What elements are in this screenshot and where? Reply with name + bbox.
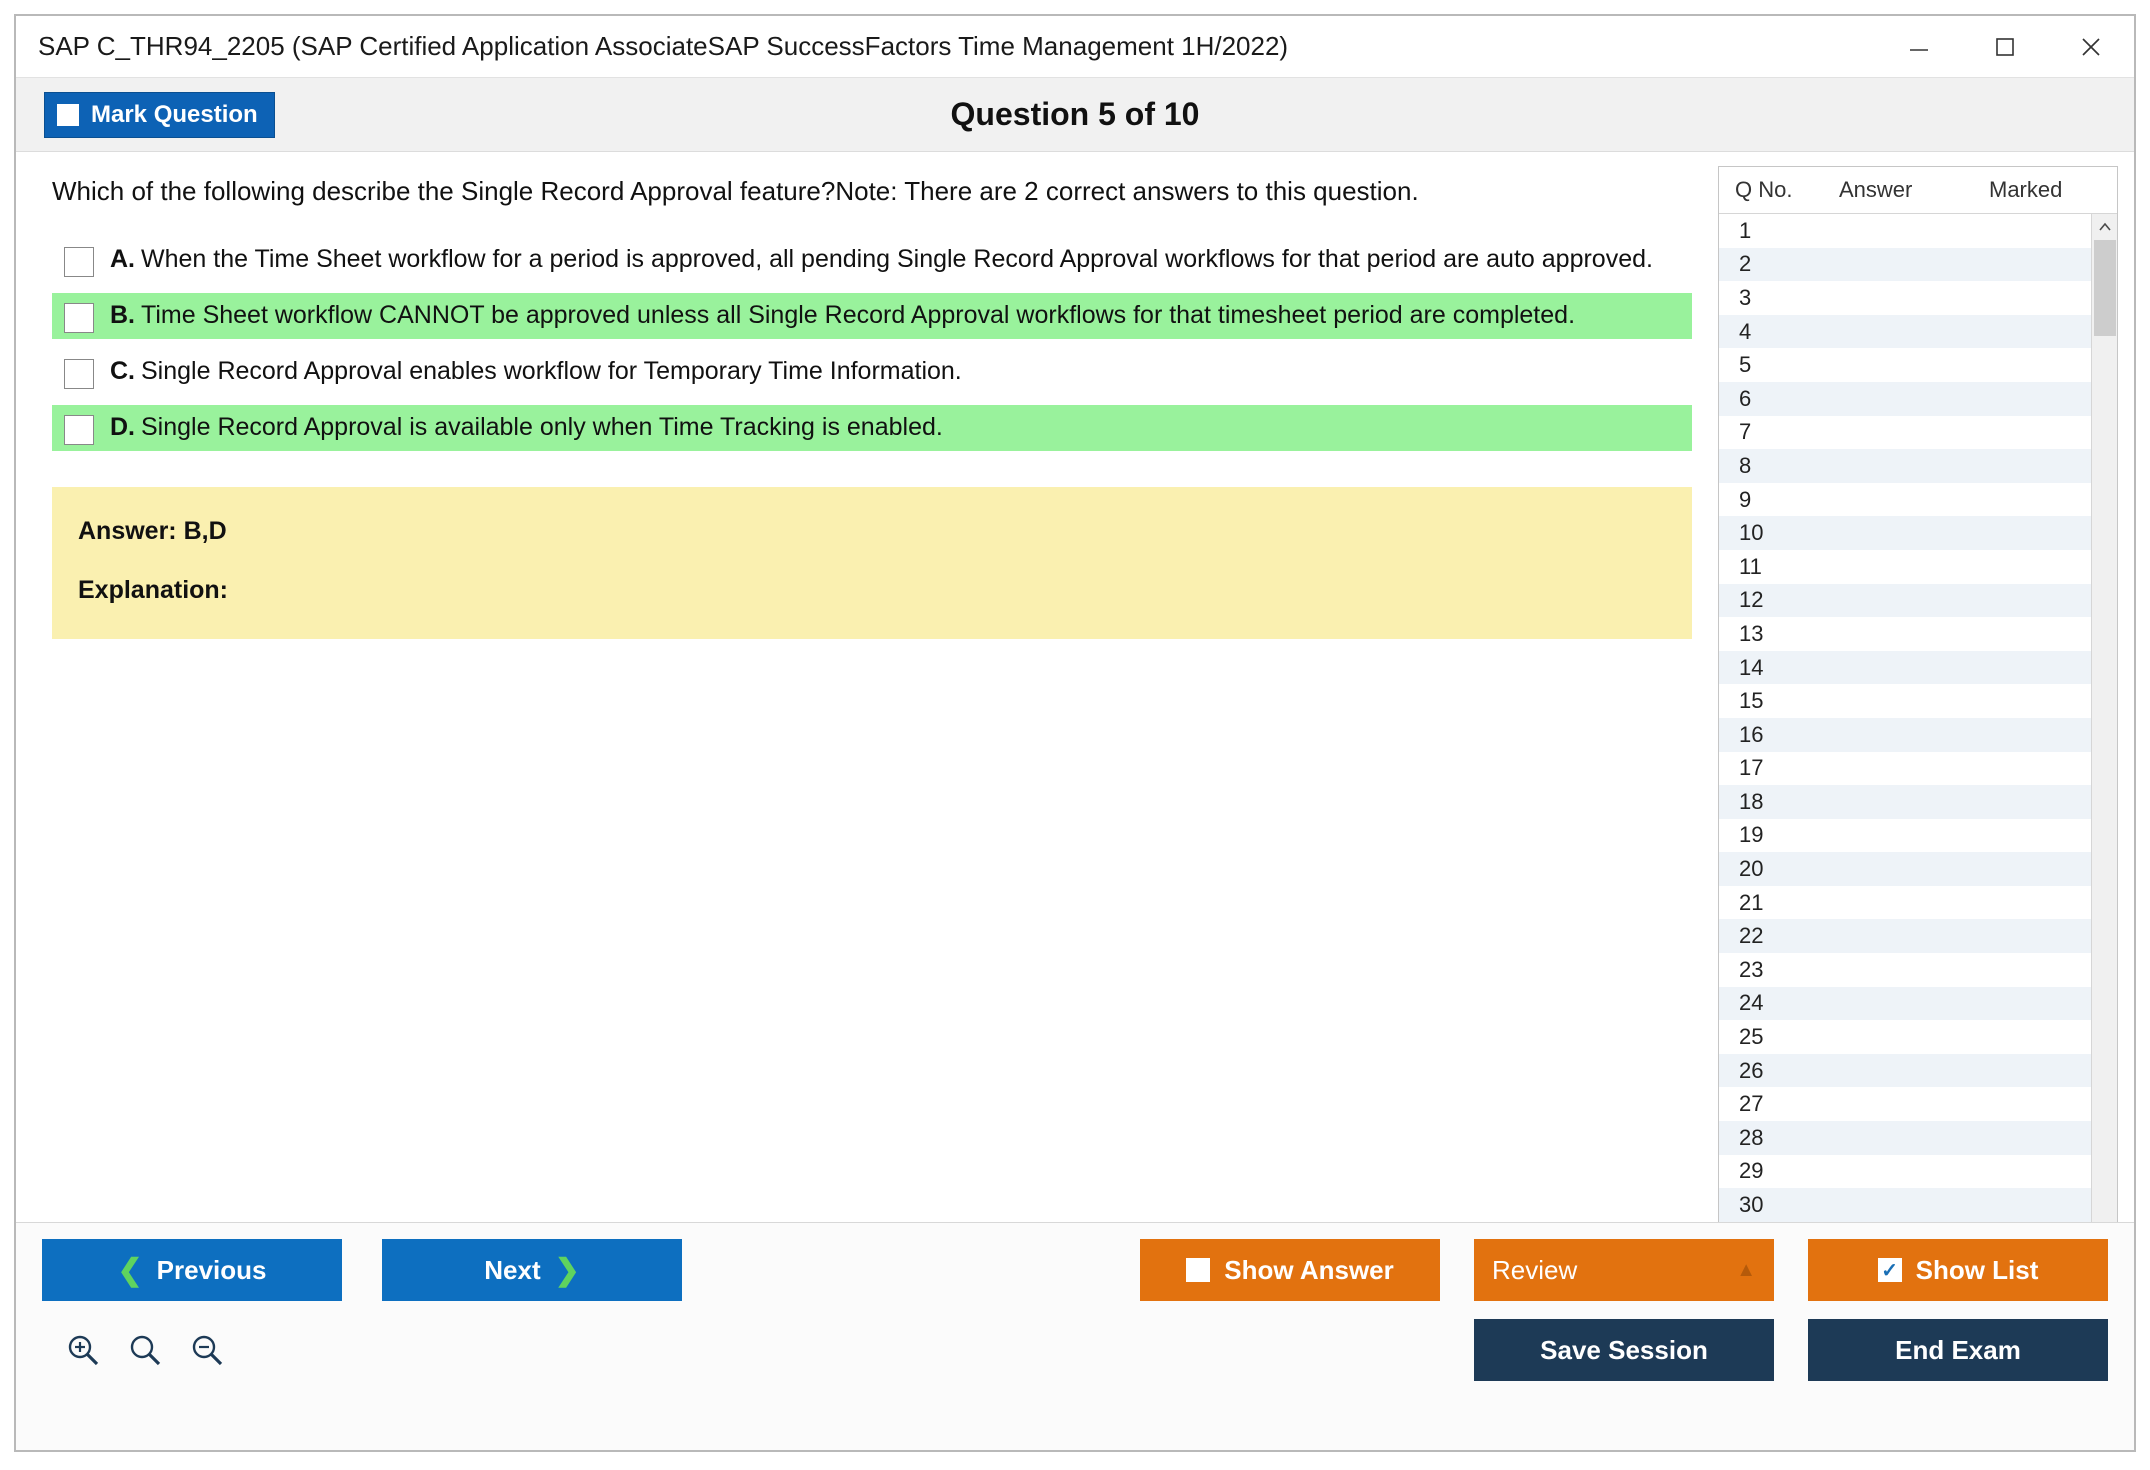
question-list-row[interactable] (1719, 1087, 2091, 1121)
question-list-row[interactable] (1719, 617, 2091, 651)
content-area (16, 152, 2134, 1222)
question-list-row[interactable] (1719, 416, 2091, 450)
option-b-checkbox-icon[interactable] (64, 303, 94, 333)
question-list-row[interactable] (1719, 987, 2091, 1021)
next-label: Next (484, 1254, 541, 1285)
question-list-row[interactable] (1719, 281, 2091, 315)
zoom-controls (42, 1331, 226, 1369)
question-list-row-number: 27 (1739, 1091, 1764, 1117)
question-list-row-number: 13 (1739, 620, 1764, 646)
window-title: SAP C_THR94_2205 (SAP Certified Application AssociateSAP SuccessFactors Time Management 1H/2022) (38, 31, 1289, 61)
question-list-row[interactable] (1719, 684, 2091, 718)
minimize-icon[interactable] (1876, 17, 1962, 77)
question-list-row[interactable] (1719, 584, 2091, 618)
page-title: Question 5 of 10 (950, 96, 1200, 132)
question-list-row[interactable] (1719, 819, 2091, 853)
question-list-row[interactable] (1719, 1121, 2091, 1155)
footer-row-secondary (42, 1319, 2108, 1381)
question-list-row-number: 1 (1739, 217, 1752, 243)
save-session-button[interactable] (1474, 1319, 1774, 1381)
question-list-row-number: 11 (1739, 553, 1762, 579)
question-list-row[interactable] (1719, 516, 2091, 550)
question-list-row[interactable] (1719, 718, 2091, 752)
answer-panel (52, 487, 1692, 639)
question-list-row[interactable] (1719, 550, 2091, 584)
question-list-row[interactable] (1719, 483, 2091, 517)
question-list-row[interactable] (1719, 1188, 2091, 1222)
question-list-row-number: 21 (1739, 889, 1764, 915)
option-c-checkbox-icon[interactable] (64, 359, 94, 389)
explanation-label: Explanation: (78, 576, 229, 605)
question-panel (16, 152, 1718, 1222)
option-c-text: Single Record Approval enables workflow for Temporary Time Information. (141, 357, 962, 386)
option-c[interactable] (52, 349, 1692, 395)
question-text: Which of the following describe the Single Record Approval feature?Note: There are 2 correct answers to this question. (52, 176, 1419, 206)
question-list-row[interactable] (1719, 1054, 2091, 1088)
question-list-row[interactable] (1719, 886, 2091, 920)
question-list-scrollbar[interactable] (2091, 214, 2117, 1240)
question-list-row[interactable] (1719, 752, 2091, 786)
question-list-row-number: 17 (1739, 755, 1764, 781)
question-list-row-number: 23 (1739, 956, 1764, 982)
question-list-row-number: 10 (1739, 520, 1764, 546)
question-list-row-number: 25 (1739, 1024, 1764, 1050)
footer-row-primary (42, 1239, 2108, 1301)
end-exam-label: End Exam (1895, 1334, 2021, 1365)
question-list-row[interactable] (1719, 315, 2091, 349)
option-d-letter: D. (110, 413, 135, 442)
question-list-row[interactable] (1719, 953, 2091, 987)
zoom-icon[interactable] (126, 1331, 164, 1369)
question-list-row-number: 6 (1739, 385, 1752, 411)
question-list-row-number: 3 (1739, 284, 1752, 310)
review-label: Review (1492, 1254, 1578, 1285)
mark-question-label: Mark Question (91, 100, 258, 128)
question-list-row-number: 20 (1739, 856, 1764, 882)
question-list-row-number: 28 (1739, 1124, 1764, 1150)
close-icon[interactable] (2048, 17, 2134, 77)
option-c-letter: C. (110, 357, 135, 386)
question-list-row[interactable] (1719, 1020, 2091, 1054)
column-header-marked: Marked (1989, 177, 2063, 202)
save-session-label: Save Session (1540, 1334, 1708, 1365)
next-button[interactable] (382, 1239, 682, 1301)
question-list-row[interactable] (1719, 348, 2091, 382)
question-list-row[interactable] (1719, 785, 2091, 819)
options-list (52, 237, 1692, 451)
question-list-row-number: 9 (1739, 486, 1752, 512)
previous-label: Previous (156, 1254, 267, 1285)
question-list-row-number: 22 (1739, 923, 1764, 949)
scrollbar-thumb[interactable] (2094, 240, 2116, 336)
question-list-row-number: 18 (1739, 788, 1764, 814)
question-list-row[interactable] (1719, 651, 2091, 685)
question-list-row-number: 5 (1739, 352, 1752, 378)
zoom-in-icon[interactable] (64, 1331, 102, 1369)
option-d-text: Single Record Approval is available only when Time Tracking is enabled. (141, 413, 943, 442)
maximize-icon[interactable] (1962, 17, 2048, 77)
question-list-header (1719, 167, 2117, 214)
column-header-answer: Answer (1839, 177, 1913, 202)
show-answer-button[interactable] (1140, 1239, 1440, 1301)
option-a-text: When the Time Sheet workflow for a period is approved, all pending Single Record Approval workflows for that period are auto approved. (141, 245, 1653, 274)
question-list-row[interactable] (1719, 214, 2091, 248)
question-list-row-number: 16 (1739, 721, 1764, 747)
show-list-checkbox-icon[interactable]: ✓ (1878, 1258, 1902, 1282)
mark-question-checkbox-icon[interactable] (57, 104, 79, 126)
question-list-row-number: 14 (1739, 654, 1764, 680)
question-list-panel (1718, 166, 2118, 1241)
chevron-right-icon: ❯ (554, 1253, 580, 1287)
answer-label: Answer: B,D (78, 517, 227, 546)
question-list-rows[interactable] (1719, 214, 2091, 1240)
zoom-out-icon[interactable] (188, 1331, 226, 1369)
show-answer-checkbox-icon[interactable] (1186, 1258, 1210, 1282)
question-list-row[interactable] (1719, 248, 2091, 282)
option-b-letter: B. (110, 301, 135, 330)
question-list-row-number: 7 (1739, 419, 1752, 445)
question-list-row-number: 8 (1739, 452, 1752, 478)
show-list-button[interactable] (1808, 1239, 2108, 1301)
end-exam-button[interactable] (1808, 1319, 2108, 1381)
column-header-qno: Q No. (1735, 177, 1793, 202)
footer-toolbar (16, 1222, 2134, 1450)
scroll-up-icon[interactable] (2092, 214, 2118, 240)
show-list-label: Show List (1915, 1254, 2039, 1285)
title-bar (16, 16, 2134, 78)
question-list-row-number: 4 (1739, 318, 1752, 344)
previous-button[interactable] (42, 1239, 342, 1301)
question-list-row[interactable] (1719, 852, 2091, 886)
mark-question-button[interactable] (44, 92, 275, 138)
chevron-up-icon: ▲ (1736, 1258, 1756, 1281)
option-a-letter: A. (110, 245, 135, 274)
show-answer-label: Show Answer (1224, 1254, 1394, 1285)
chevron-left-icon: ❮ (117, 1253, 143, 1287)
question-list-row[interactable] (1719, 1155, 2091, 1189)
question-list-row-number: 26 (1739, 1057, 1764, 1083)
scrollbar-track[interactable] (2092, 240, 2118, 1214)
option-a[interactable] (52, 237, 1692, 283)
option-d[interactable] (52, 405, 1692, 451)
question-list-body (1719, 214, 2117, 1240)
question-list-row[interactable] (1719, 382, 2091, 416)
review-dropdown[interactable] (1474, 1239, 1774, 1301)
option-b-text: Time Sheet workflow CANNOT be approved unless all Single Record Approval workflows for that timesheet period are completed. (141, 301, 1576, 330)
question-list-row[interactable] (1719, 449, 2091, 483)
option-b[interactable] (52, 293, 1692, 339)
question-list-row-number: 24 (1739, 990, 1764, 1016)
question-list-row-number: 15 (1739, 688, 1764, 714)
question-list-row-number: 2 (1739, 251, 1752, 277)
question-list-row-number: 29 (1739, 1158, 1764, 1184)
header-bar (16, 78, 2134, 152)
question-list-row-number: 19 (1739, 822, 1764, 848)
option-d-checkbox-icon[interactable] (64, 415, 94, 445)
option-a-checkbox-icon[interactable] (64, 247, 94, 277)
exam-window (14, 14, 2136, 1452)
question-list-row-number: 12 (1739, 587, 1764, 613)
question-list-row-number: 30 (1739, 1192, 1764, 1218)
question-list-row[interactable] (1719, 919, 2091, 953)
